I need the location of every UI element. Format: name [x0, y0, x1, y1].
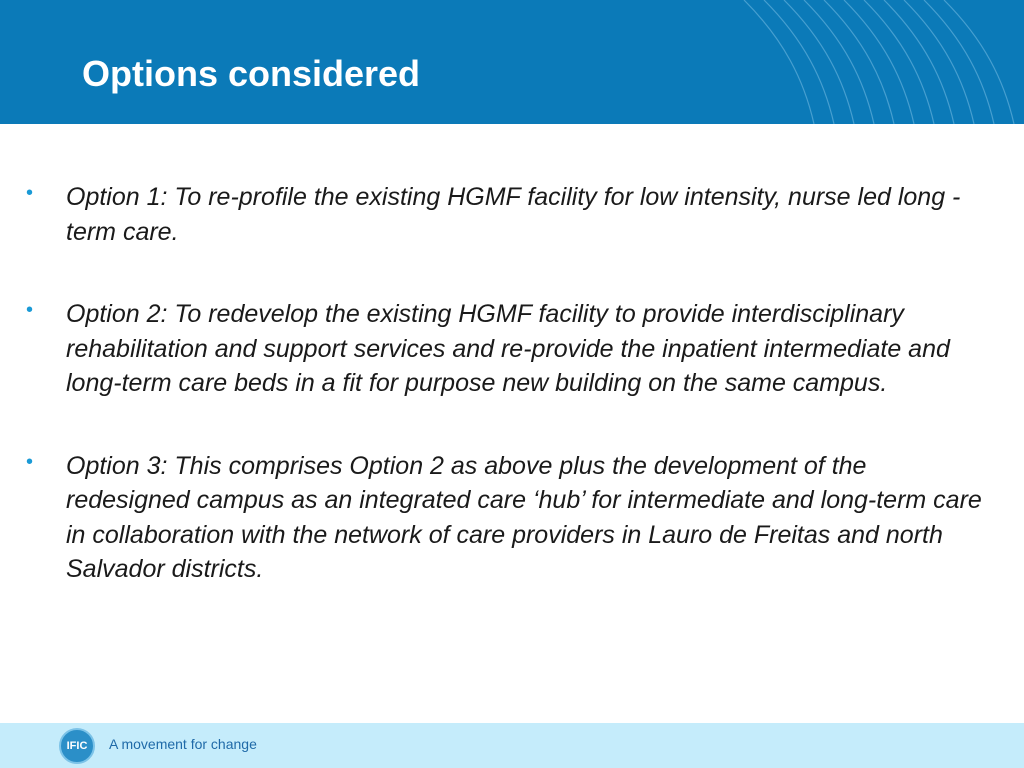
bullet-dot-icon: •	[26, 182, 34, 204]
bullet-text: Option 3: This comprises Option 2 as above plus the development of the redesigned campus as an integrated care ‘hub’ for intermediate and long-term care in collaboration with the network of care providers in Lauro de Freitas and north Salvador districts.	[66, 451, 982, 583]
bullet-item-option-1	[24, 180, 994, 249]
bullet-dot-icon: •	[26, 450, 34, 473]
slide-header	[0, 0, 1024, 124]
footer-tagline: A movement for change	[109, 736, 257, 752]
bullet-list	[24, 180, 994, 635]
bullet-item-option-3	[24, 449, 994, 587]
bullet-text: Option 1: To re-profile the existing HGMF facility for low intensity, nurse led long - term care.	[66, 183, 961, 246]
bullet-text: Option 2: To redevelop the existing HGMF facility to provide interdisciplinary rehabilitation and support services and re-provide the inpatient intermediate and long-term care beds in a fit for purpose new building on the same campus.	[66, 300, 950, 397]
ific-logo: IFIC	[59, 728, 95, 764]
bullet-item-option-2	[24, 297, 994, 401]
header-decoration	[704, 0, 1024, 124]
slide-title: Options considered	[82, 53, 421, 94]
bullet-dot-icon: •	[26, 299, 34, 321]
